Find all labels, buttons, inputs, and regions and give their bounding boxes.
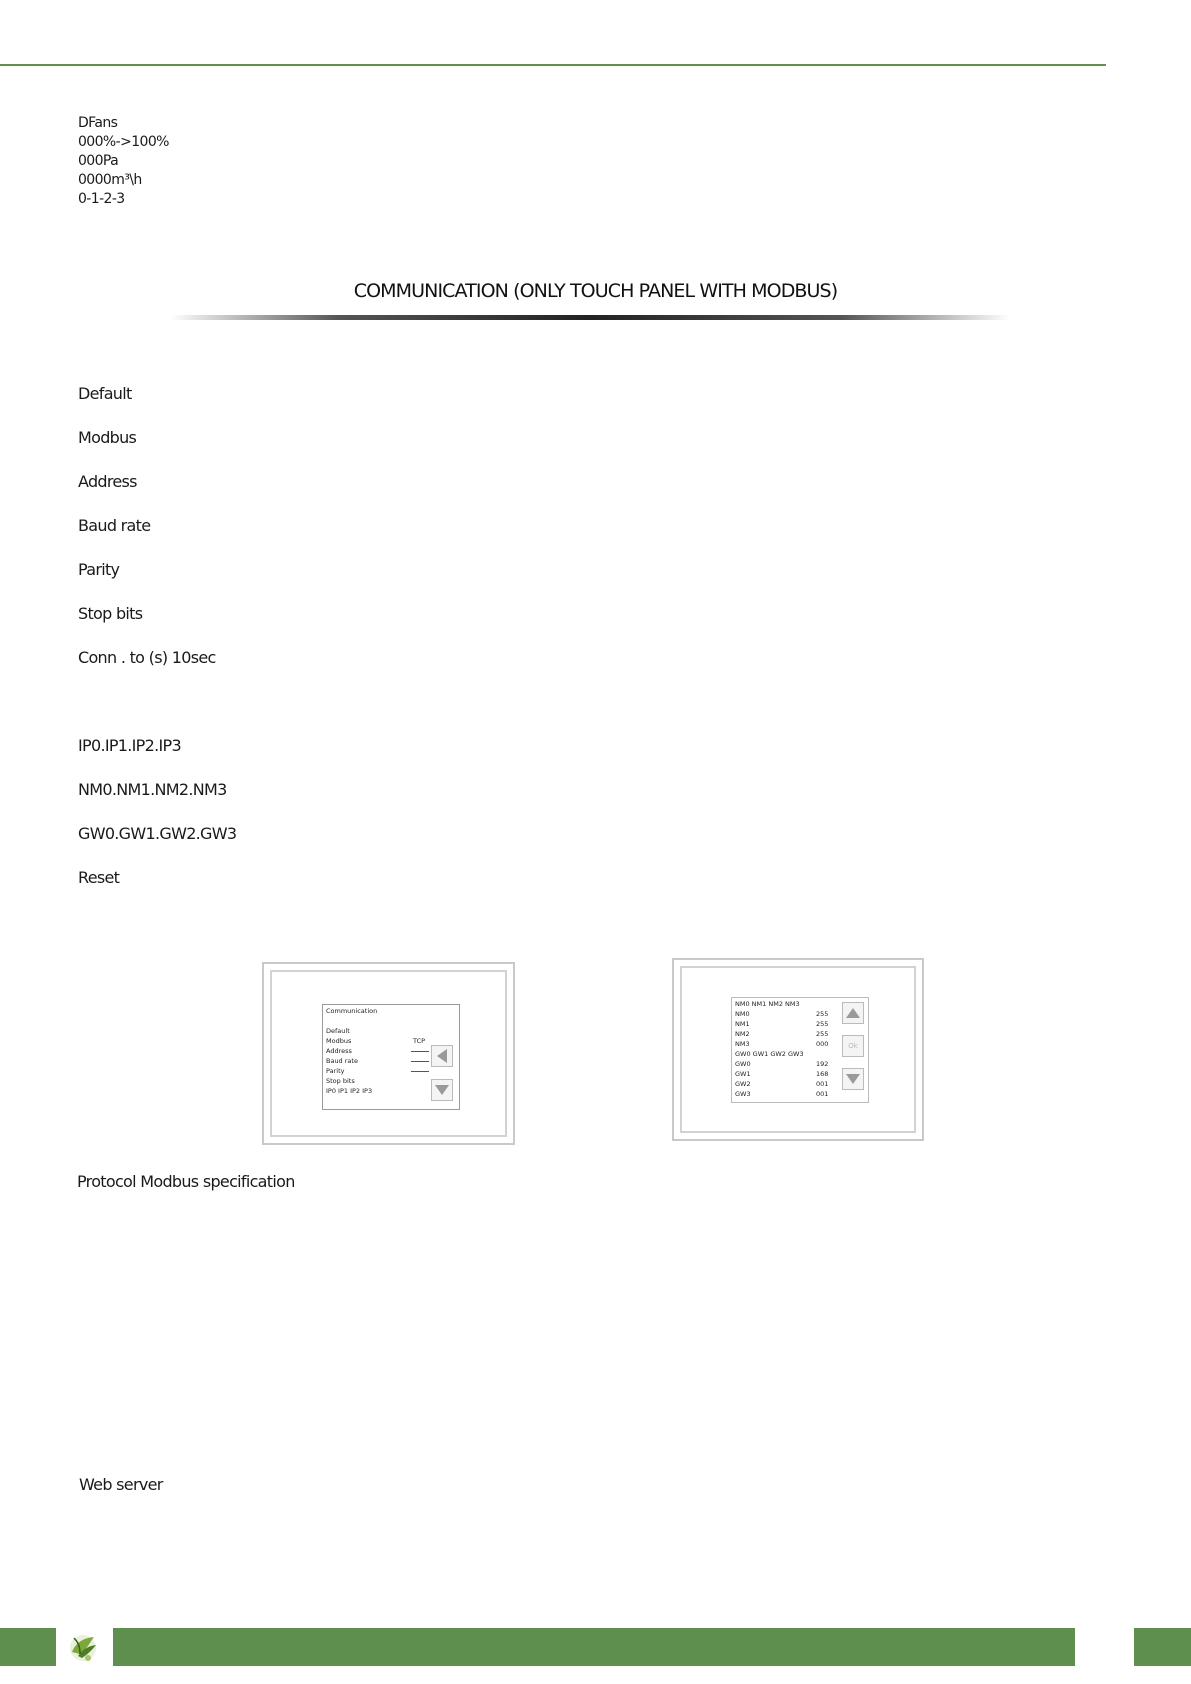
panel-stop-bits: Stop bits bbox=[326, 1077, 355, 1085]
fan-info-line: 0-1-2-3 bbox=[78, 191, 125, 207]
fan-info-line: 0000m³\h bbox=[78, 172, 142, 188]
panel-row-value: 255 bbox=[816, 1020, 829, 1028]
leaf-logo-icon bbox=[64, 1628, 102, 1666]
setting-conn-timeout: Conn . to (s) 10sec bbox=[78, 648, 216, 667]
panel-nm-header: NM0 NM1 NM2 NM3 bbox=[735, 1000, 800, 1008]
panel-row-value: 255 bbox=[816, 1030, 829, 1038]
footer-right-block bbox=[1134, 1628, 1191, 1666]
panel-baud-value-line bbox=[411, 1061, 429, 1062]
header-rule bbox=[0, 64, 1106, 66]
arrow-left-icon bbox=[437, 1049, 447, 1063]
panel-row-label: NM3 bbox=[735, 1040, 750, 1048]
fan-info-line: 000%->100% bbox=[78, 134, 169, 150]
web-server-heading: Web server bbox=[79, 1475, 163, 1494]
panel-row-value: 168 bbox=[816, 1070, 829, 1078]
setting-baud-rate: Baud rate bbox=[78, 516, 151, 535]
fan-info-list bbox=[78, 114, 169, 209]
touch-panel-communication bbox=[322, 1004, 460, 1110]
setting-modbus: Modbus bbox=[78, 428, 137, 447]
panel-ip-row: IP0 IP1 IP2 IP3 bbox=[326, 1087, 373, 1095]
panel-row-label: GW1 bbox=[735, 1070, 751, 1078]
panel-row-label: GW3 bbox=[735, 1090, 751, 1098]
panel-parity: Parity bbox=[326, 1067, 345, 1075]
panel-row-label: NM2 bbox=[735, 1030, 750, 1038]
panel-modbus-value: TCP bbox=[413, 1037, 426, 1045]
protocol-heading: Protocol Modbus specification bbox=[77, 1172, 295, 1191]
screen-inner-border bbox=[270, 970, 507, 1137]
panel-row-label: GW0 bbox=[735, 1060, 751, 1068]
panel-down-button[interactable] bbox=[431, 1079, 453, 1101]
network-reset: Reset bbox=[78, 868, 120, 887]
panel-row-label: NM1 bbox=[735, 1020, 750, 1028]
footer-bar bbox=[113, 1628, 1075, 1666]
fan-info-line: 000Pa bbox=[78, 153, 119, 169]
panel-modbus: Modbus bbox=[326, 1037, 352, 1045]
panel-title: Communication bbox=[326, 1007, 378, 1015]
network-nm: NM0.NM1.NM2.NM3 bbox=[78, 780, 227, 799]
screen-communication-image bbox=[262, 962, 515, 1145]
arrow-down-icon bbox=[846, 1074, 860, 1084]
panel-up-button[interactable] bbox=[842, 1002, 864, 1024]
panel-row-label: GW2 bbox=[735, 1080, 751, 1088]
panel-ok-button[interactable]: Ok bbox=[842, 1035, 864, 1057]
title-underline bbox=[170, 315, 1010, 320]
panel-baud-rate: Baud rate bbox=[326, 1057, 358, 1065]
panel-parity-value-line bbox=[411, 1071, 429, 1072]
setting-address: Address bbox=[78, 472, 137, 491]
panel-row-value: 001 bbox=[816, 1080, 829, 1088]
setting-stop-bits: Stop bits bbox=[78, 604, 143, 623]
panel-address-value-line bbox=[411, 1051, 429, 1052]
section-title: COMMUNICATION (ONLY TOUCH PANEL WITH MODBUS) bbox=[353, 280, 838, 302]
panel-row-value: 255 bbox=[816, 1010, 829, 1018]
panel-down-button[interactable] bbox=[842, 1068, 864, 1090]
network-gw: GW0.GW1.GW2.GW3 bbox=[78, 824, 237, 843]
setting-default: Default bbox=[78, 384, 132, 403]
screen-inner-border bbox=[680, 966, 916, 1133]
touch-panel-network bbox=[731, 997, 869, 1103]
panel-row-label: NM0 bbox=[735, 1010, 750, 1018]
arrow-down-icon bbox=[435, 1085, 449, 1095]
panel-default: Default bbox=[326, 1027, 350, 1035]
panel-address: Address bbox=[326, 1047, 352, 1055]
panel-row-value: 192 bbox=[816, 1060, 829, 1068]
panel-row-value: 001 bbox=[816, 1090, 829, 1098]
network-ip: IP0.IP1.IP2.IP3 bbox=[78, 736, 181, 755]
setting-parity: Parity bbox=[78, 560, 120, 579]
panel-gw-header: GW0 GW1 GW2 GW3 bbox=[735, 1050, 804, 1058]
arrow-up-icon bbox=[846, 1008, 860, 1018]
footer-left-block bbox=[0, 1628, 56, 1666]
fan-info-line: DFans bbox=[78, 115, 118, 131]
screen-network-image bbox=[672, 958, 924, 1141]
panel-row-value: 000 bbox=[816, 1040, 829, 1048]
panel-back-button[interactable] bbox=[431, 1045, 453, 1067]
